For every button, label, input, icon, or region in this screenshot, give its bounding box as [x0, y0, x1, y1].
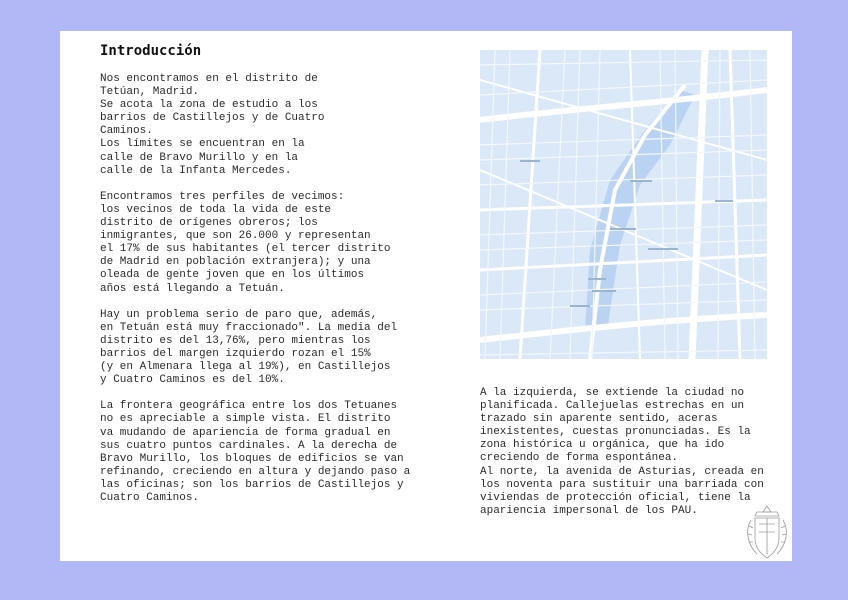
- paragraph-residents: Encontramos tres perfiles de vecimos: los vecinos de toda la vida de este distrito de orígenes obreros; los inmigrantes, que son 26.000 y representan el 17% de sus habitantes (el tercer distrito de Madrid en población extranjera); y una oleada de gente joven que en los últimos años está llegando a Tetuán.: [100, 190, 391, 295]
- paragraph-unemployment: Hay un problema serio de paro que, además, en Tetuán está muy fraccionado". La media del distrito es del 13,76%, pero mientras los barrios del margen izquierdo rozan el 15% (y en Almenara llega al 19%), en Castillejos y Cuatro Caminos es del 10%.: [100, 308, 398, 387]
- paragraph-west-side: A la izquierda, se extiende la ciudad no planificada. Callejuelas estrechas en un trazado sin aparente sentido, aceras inexistentes, cuestas pronunciadas. Es la zona histórica u orgánica, que ha ido creciendo de forma espontánea. Al norte, la avenida de Asturias, creada en los noventa para sustituir una barriada con viviendas de protección oficial, tiene la apariencia impersonal de los PAU.: [480, 387, 764, 517]
- right-column: [480, 387, 770, 518]
- district-map: [480, 50, 767, 359]
- map-graphic: [480, 50, 767, 359]
- document-page: [60, 31, 792, 561]
- left-column: [100, 73, 430, 518]
- coat-of-arms-icon: [743, 504, 791, 560]
- page-title: Introducción: [100, 43, 202, 59]
- paragraph-border: La frontera geográfica entre los dos Tetuanes no es apreciable a simple vista. El distrito va mudando de apariencia de forma gradual en sus cuatro puntos cardinales. A la derecha de Bravo Murillo, los bloques de edificios se van refinando, creciendo en altura y dejando paso a las oficinas; son los barrios de Castillejos y Cuatro Caminos.: [100, 400, 411, 504]
- paragraph-location: Nos encontramos en el distrito de Tetúan, Madrid. Se acota la zona de estudio a los barrios de Castillejos y de Cuatro Caminos. Los límites se encuentran en la calle de Bravo Murillo y en la calle de la Infanta Mercedes.: [100, 73, 325, 177]
